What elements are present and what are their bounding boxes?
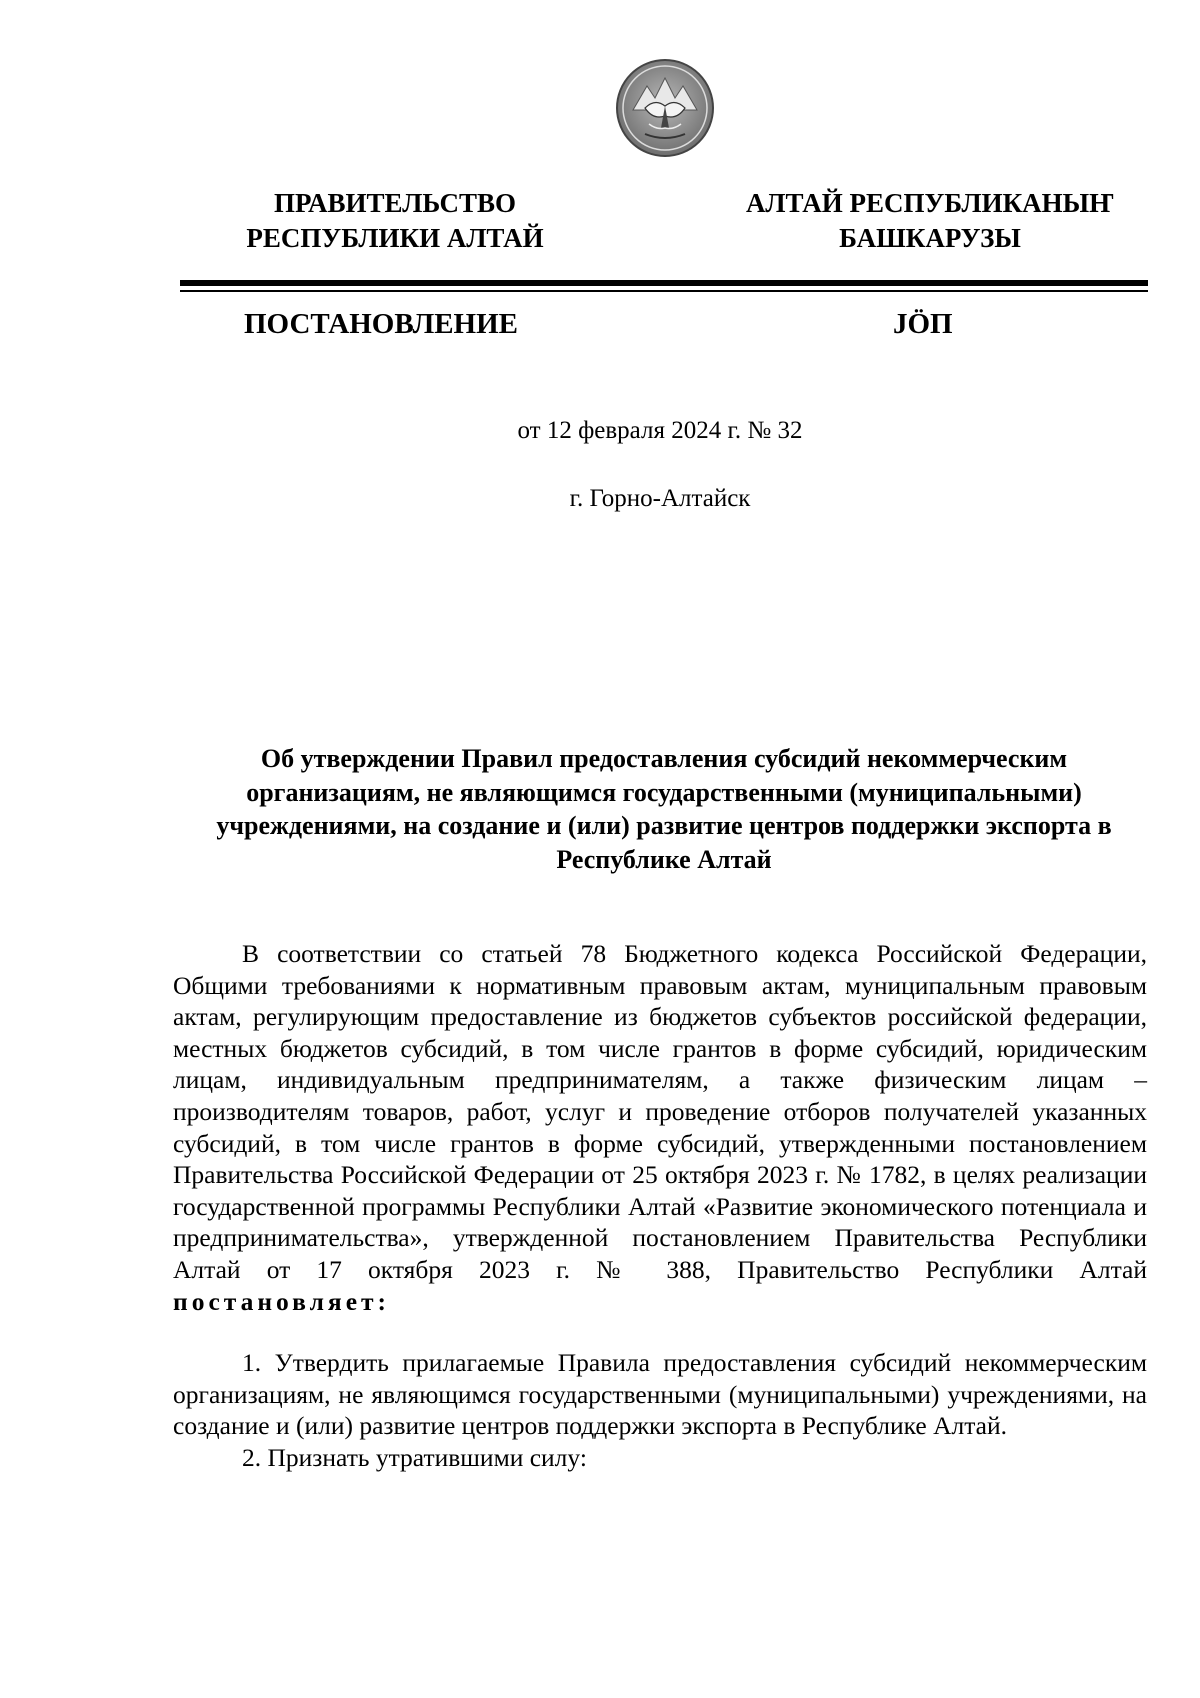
document-title: Об утверждении Правил предоставления субсидий некоммерческим организациям, не являющимся государственными (муниципальными) учреждениями, на создание и (или) развитие центров поддержки экспорта в Республике Алтай [216,744,1112,874]
doctype-russian: ПОСТАНОВЛЕНИЕ [244,308,519,340]
preamble-paragraph [173,938,1147,1317]
document-body [173,938,1147,1474]
header-left-line1: ПРАВИТЕЛЬСТВО [273,188,517,218]
coat-of-arms-icon [615,58,715,158]
header-right-org [735,186,1125,256]
item-2: 2. Признать утратившими силу: [242,1442,587,1472]
header-left-line2: РЕСПУБЛИКИ АЛТАЙ [246,223,544,253]
resolves-word: постановляет: [173,1286,391,1316]
header-divider-thick [180,280,1148,286]
document-date-number: от 12 февраля 2024 г. № 32 [517,417,803,444]
header-right-line1: АЛТАЙ РЕСПУБЛИКАНЫҤ [745,188,1115,218]
header-right-line2: БАШКАРУЗЫ [839,223,1021,253]
header-divider-thin [180,290,1148,292]
document-city: г. Горно-Алтайск [569,485,751,512]
preamble-text: В соответствии со статьей 78 Бюджетного кодекса Российской Федерации, Общими требованиями к нормативным правовым актам, муниципальным правовым актам, регулирующим предоставление из бюджетов субъектов российской федерации, местных бюджетов субсидий, в том числе грантов в форме субсидий, юридическим лицам, индивидуальным предпринимателям, а также физическим лицам – производителям товаров, работ, услуг и проведение отборов получателей указанных субсидий, в том числе грантов в форме субсидий, утвержденными постановлением Правительства Российской Федерации от 25 октября 2023 г. № 1782, в целях реализации государственной программы Республики Алтай «Развитие экономического потенциала и предпринимательства», утвержденной постановлением Правительства Республики Алтай от 17 октября 2023 г. № 388, Правительство Республики Алтай [173,939,1147,1284]
header-left-org [230,186,560,256]
doctype-altai: JӦП [893,308,953,340]
item-1: 1. Утвердить прилагаемые Правила предоставления субсидий некоммерческим организациям, не являющимся государственными (муниципальными) учреждениями, на создание и (или) развитие центров поддержки экспорта в Республике Алтай. [173,1348,1147,1441]
